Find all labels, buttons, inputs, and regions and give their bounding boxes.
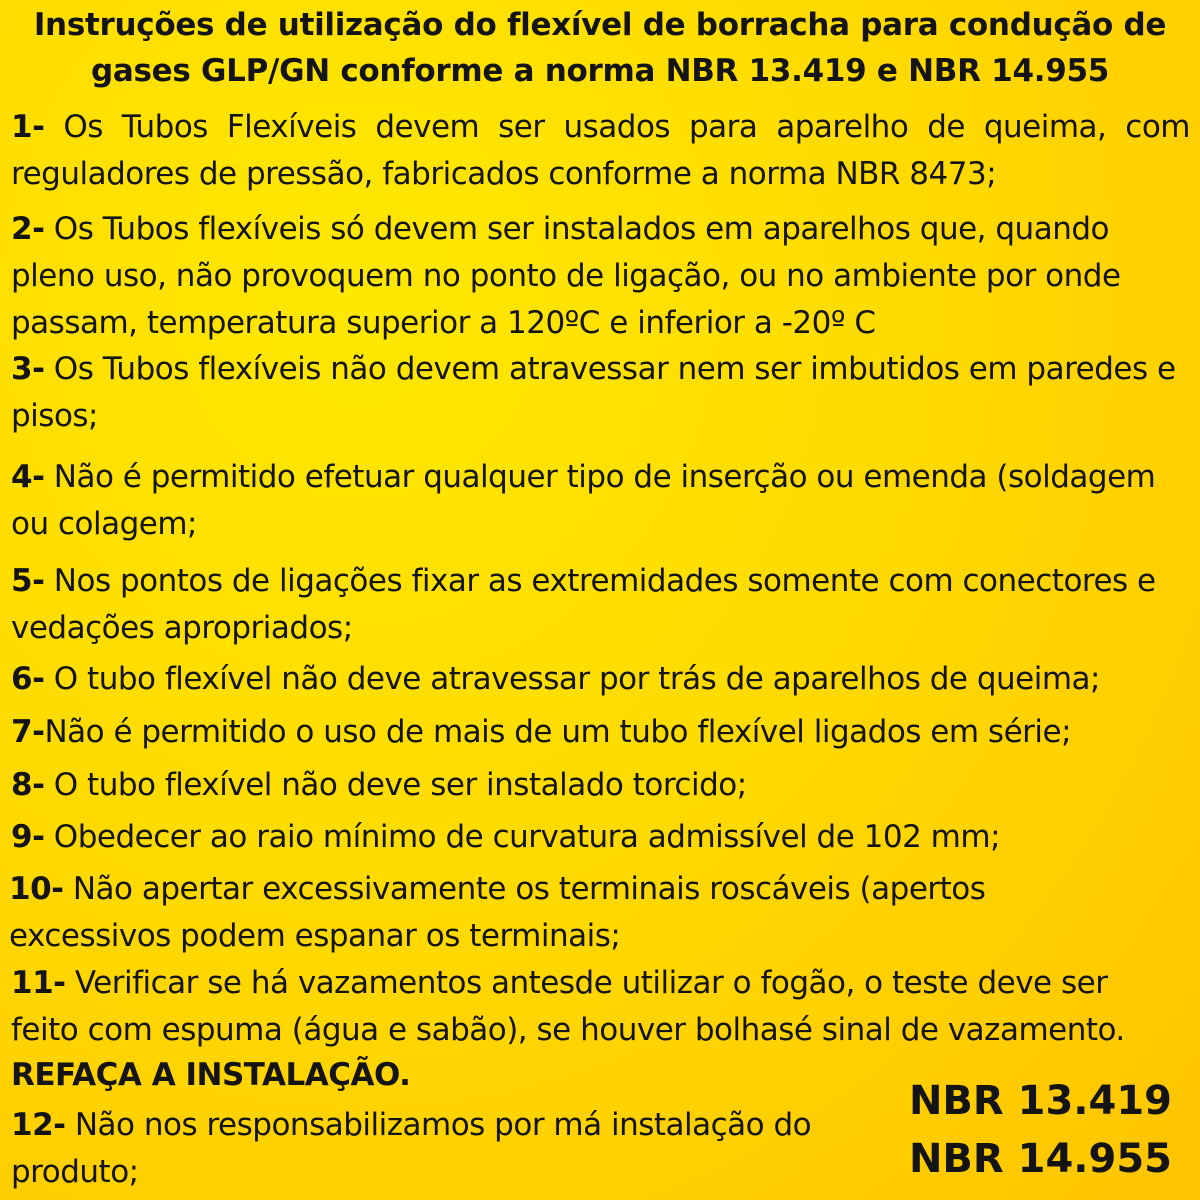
item-number: 6- (11, 661, 45, 697)
item-number: 12- (11, 1107, 66, 1143)
item-number: 8- (11, 767, 45, 803)
item-text: Não apertar excessivamente os terminais roscáveis (apertos excessivos podem espanar os terminais; (9, 871, 986, 954)
item-text: O tubo flexível não deve ser instalado torcido; (44, 767, 747, 803)
item-text: Nos pontos de ligações fixar as extremidades somente com conectores e vedações apropriados; (11, 563, 1156, 646)
item-text: Os Tubos flexíveis não devem atravessar nem ser imbutidos em paredes e pisos; (11, 351, 1176, 434)
item-text: Obedecer ao raio mínimo de curvatura admissível de 102 mm; (44, 819, 1001, 855)
item-number: 11- (11, 965, 66, 1001)
title-line-1: Instruções de utilização do flexível de borracha para condução de (33, 7, 1167, 43)
instruction-item-5 (11, 558, 1190, 652)
instruction-item-4 (11, 454, 1190, 548)
item-text: Não nos responsabilizamos por má instalação do produto; (11, 1107, 812, 1190)
item-number: 10- (9, 871, 64, 907)
item-text: Não é permitido o uso de mais de um tubo flexível ligados em série; (44, 714, 1072, 750)
item-number: 4- (11, 459, 45, 495)
redo-installation-notice: REFAÇA A INSTALAÇÃO. (11, 1057, 411, 1093)
instruction-item-11 (11, 960, 1160, 1054)
item-text: Verificar se há vazamentos antesde utilizar o fogão, o teste deve ser feito com espuma (água e sabão), se houver bolhasé sinal de vazamento. (11, 965, 1125, 1048)
item-text: Os Tubos Flexíveis devem ser usados para aparelho de queima, com reguladores de pressão, fabricados conforme a norma NBR 8473; (11, 109, 1190, 192)
item-number: 9- (11, 819, 45, 855)
item-number: 1- (11, 109, 45, 145)
norms-block (909, 1072, 1172, 1188)
instruction-item-8 (11, 762, 1190, 809)
instruction-item-10 (9, 866, 1010, 960)
item-number: 2- (11, 211, 45, 247)
norm-nbr-13419: NBR 13.419 (908, 1078, 1172, 1124)
instruction-item-2 (11, 206, 1190, 347)
item-text: Não é permitido efetuar qualquer tipo de inserção ou emenda (soldagem ou colagem; (11, 459, 1156, 542)
instruction-item-3 (11, 346, 1190, 440)
instruction-item-12 (11, 1102, 840, 1196)
instruction-item-7 (11, 709, 1190, 756)
instruction-item-6 (11, 656, 1190, 703)
title-line-2: gases GLP/GN conforme a norma NBR 13.419 e NBR 14.955 (91, 53, 1109, 89)
instruction-item-1 (11, 104, 1190, 198)
norm-nbr-14955: NBR 14.955 (908, 1136, 1172, 1182)
item-number: 5- (11, 563, 45, 599)
document-title (0, 2, 1200, 94)
item-number: 7- (11, 714, 45, 750)
item-number: 3- (11, 351, 45, 387)
instruction-item-9 (11, 814, 1190, 861)
item-text: Os Tubos flexíveis só devem ser instalados em aparelhos que, quando pleno uso, não provoquem no ponto de ligação, ou no ambiente por onde passam, temperatura superior a 120ºC e inferior a -20º C (11, 211, 1121, 341)
item-text: O tubo flexível não deve atravessar por trás de aparelhos de queima; (44, 661, 1100, 697)
